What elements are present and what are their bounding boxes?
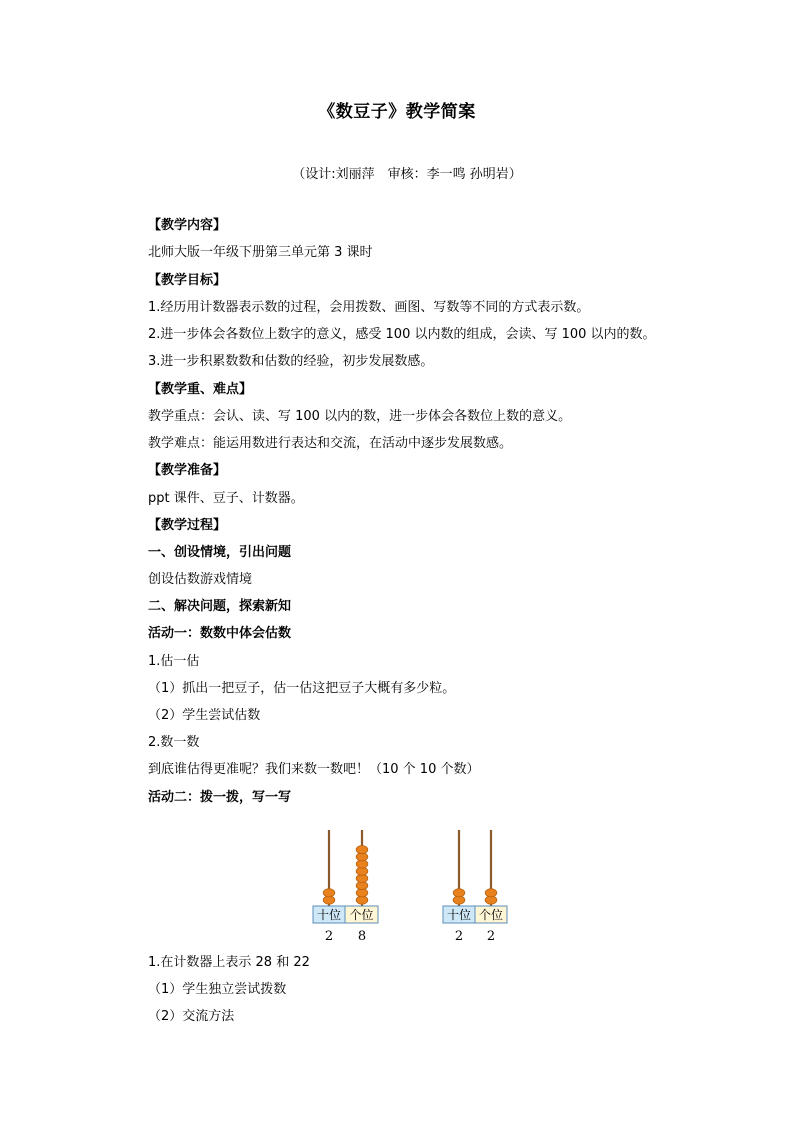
section-2-heading: 二、解决问题，探索新知 bbox=[148, 599, 292, 614]
counter-2-tens-bead bbox=[453, 889, 465, 897]
step-2: 2.数一数 bbox=[148, 735, 200, 750]
act2-step-1: 1.在计数器上表示 28 和 22 bbox=[148, 955, 310, 970]
act2-step-1-2: （2）交流方法 bbox=[148, 1009, 235, 1024]
act2-step-1-1: （1）学生独立尝试拨数 bbox=[148, 982, 287, 997]
counter-2-ones-bead bbox=[485, 889, 497, 897]
step-1: 1.估一估 bbox=[148, 654, 200, 669]
heading-teaching-process: 【教学过程】 bbox=[148, 518, 227, 533]
page-title: 《数豆子》教学简案 bbox=[318, 102, 476, 122]
counter-1-tens-bead bbox=[323, 889, 335, 897]
step-2-text: 到底谁估得更准呢？我们来数一数吧！（10 个 10 个数） bbox=[148, 762, 480, 777]
section-1-heading: 一、创设情境，引出问题 bbox=[148, 545, 292, 560]
counter-2-tens-digit: 2 bbox=[454, 929, 464, 944]
goal-3: 3.进一步积累数数和估数的经验，初步发展数感。 bbox=[148, 354, 434, 369]
heading-preparation: 【教学准备】 bbox=[148, 463, 227, 478]
abacus-figure bbox=[300, 818, 520, 948]
counter-1-ones-digit: 8 bbox=[357, 929, 367, 944]
counter-2-ones-beads bbox=[485, 889, 497, 904]
counter-2-tens-beads bbox=[453, 889, 465, 904]
counter-1-tens-label: 十位 bbox=[316, 908, 342, 922]
counter-1-tens-digit: 2 bbox=[324, 929, 334, 944]
credits-line: （设计:刘丽萍 审核：李一鸣 孙明岩） bbox=[292, 167, 522, 182]
activity-2-heading: 活动二：拨一拨，写一写 bbox=[148, 790, 292, 805]
heading-key-points: 【教学重、难点】 bbox=[148, 382, 253, 397]
activity-1-heading: 活动一：数数中体会估数 bbox=[148, 626, 292, 641]
goal-1: 1.经历用计数器表示数的过程，会用拨数、画图、写数等不同的方式表示数。 bbox=[148, 300, 590, 315]
heading-teaching-goals: 【教学目标】 bbox=[148, 273, 227, 288]
counter-1-ones-label: 个位 bbox=[349, 908, 374, 922]
counter-2 bbox=[443, 830, 507, 944]
counter-2-ones-label: 个位 bbox=[478, 908, 504, 922]
heading-teaching-content: 【教学内容】 bbox=[148, 218, 227, 233]
counter-1-ones-bead bbox=[356, 846, 368, 854]
counter-2-tens-label: 十位 bbox=[446, 908, 472, 922]
content-text: 北师大版一年级下册第三单元第 3 课时 bbox=[148, 245, 373, 260]
counter-2-ones-digit: 2 bbox=[486, 929, 496, 944]
goal-2: 2.进一步体会各数位上数字的意义，感受 100 以内数的组成，会读、写 100 以内的数。 bbox=[148, 327, 656, 342]
difficulty-text: 教学难点：能运用数进行表达和交流，在活动中逐步发展数感。 bbox=[148, 436, 513, 451]
counter-1-tens-beads bbox=[323, 889, 335, 904]
abacus-illustration bbox=[300, 818, 520, 948]
counter-1-ones-beads bbox=[356, 846, 368, 905]
preparation-text: ppt 课件、豆子、计数器。 bbox=[148, 491, 304, 506]
section-1-text: 创设估数游戏情境 bbox=[148, 572, 253, 587]
key-point-text: 教学重点：会认、读、写 100 以内的数，进一步体会各数位上数的意义。 bbox=[148, 409, 572, 424]
step-1-2: （2）学生尝试估数 bbox=[148, 708, 261, 723]
step-1-1: （1）抓出一把豆子，估一估这把豆子大概有多少粒。 bbox=[148, 681, 456, 696]
counter-1 bbox=[313, 830, 378, 944]
